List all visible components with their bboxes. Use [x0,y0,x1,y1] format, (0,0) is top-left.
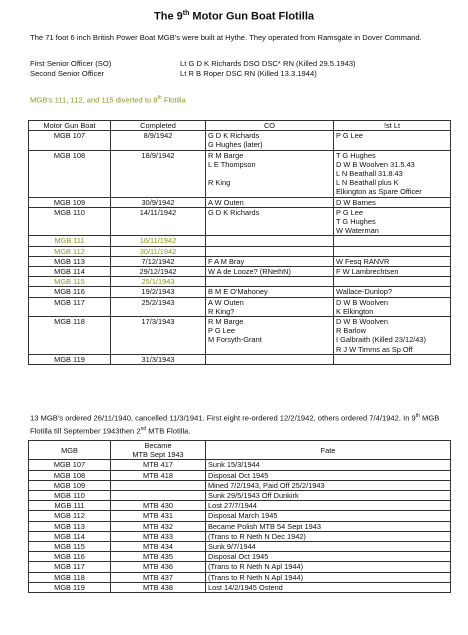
co-cell [206,150,334,197]
fate-table [28,440,451,593]
co-cell-line: L E Thompson [208,159,256,169]
co-cell-line: F A M Bray [208,256,245,266]
first-lt-cell-line: L N Beathall plus K [336,178,399,188]
table-row [29,277,451,287]
fate-cell-line: Sunk 9/7/1944 [208,542,256,552]
mgb-cell-line: MGB 114 [54,531,85,541]
mtb-cell-line [113,491,203,500]
completed-cell-line: 25/1/1943 [141,277,175,287]
mtb-cell [111,511,206,521]
boat-cell-line: MGB 119 [54,354,85,364]
completed-cell-line: 29/12/1942 [139,267,177,277]
co-cell-line: G D K Richards [208,131,260,141]
mtb-cell-line [113,481,203,490]
first-lt-cell [334,246,451,256]
note-sup: nd [140,425,147,432]
table-row [29,552,451,562]
mtb-cell-line: MTB 418 [143,470,173,480]
co-cell [206,354,334,364]
completed-cell [111,267,206,277]
fate-cell-line: (Trans to R Neth N Apl 1944) [208,562,304,572]
boat-cell [29,150,111,197]
fate-cell-line: (Trans to R Neth N Apl 1944) [208,572,304,582]
co-cell [206,287,334,297]
mtb-cell-line: MTB 417 [143,460,173,470]
fate-cell [206,460,451,470]
fate-cell-line: Lost 14/2/1945 Ostend [208,582,283,592]
boat-cell-line: MGB 109 [53,197,86,207]
header-co: CO [206,121,334,131]
boat-cell [29,354,111,364]
mgb-cell [29,531,111,541]
co-cell-line [208,355,331,364]
first-lt-cell [334,354,451,364]
co-cell [206,277,334,287]
first-lt-cell-line: D W Barnes [336,197,376,207]
fate-cell-line: Lost 27/7/1944 [208,501,257,511]
first-lt-cell [334,317,451,355]
header-fate: Fate [206,441,451,460]
co-cell-line: R M Barge [208,150,244,160]
completed-cell-line: 14/11/1942 [139,207,177,217]
mtb-cell [111,562,206,572]
mgb-cell [29,460,111,470]
first-lt-cell-line: Elkington as Spare Officer [336,187,422,197]
co-cell-line: R M Barge [208,317,244,327]
co-cell [206,246,334,256]
boat-cell-line: MGB 112 [54,246,85,256]
table-row [29,572,451,582]
boat-cell-line: MGB 108 [53,150,86,160]
fate-cell-line: Mined 7/2/1943, Paid Off 25/2/1943 [208,480,325,490]
completed-cell [111,150,206,197]
mtb-cell [111,460,206,470]
officer-row [30,69,450,79]
header-first-lt: !st Lt [334,121,451,131]
fate-cell-line: Sunk 29/5/1943 Off Dunkirk [208,491,299,501]
completed-cell-line: 31/3/1943 [141,354,175,364]
first-lt-cell [334,277,451,287]
completed-cell-line: 25/2/1943 [141,297,175,307]
mtb-cell [111,480,206,490]
mgb-cell-line: MGB 119 [54,582,85,592]
first-lt-cell-line [336,247,448,256]
boat-cell-line: MGB 118 [54,317,85,327]
header-mgb: MGB [29,441,111,460]
mtb-cell [111,582,206,592]
boat-cell-line: MGB 114 [54,267,85,277]
mgb-cell [29,480,111,490]
boat-cell-line: MGB 116 [54,287,85,297]
officer-name: Lt R B Roper DSC RN (Killed 13.3.1944) [180,69,317,78]
first-lt-cell [334,256,451,266]
fate-cell [206,562,451,572]
mtb-cell-line: MTB 431 [143,511,173,521]
co-cell-line: M Forsyth-Grant [208,335,262,345]
note-text: 13 MGB's ordered 26/11/1940, cancelled 11/3/1941. First eight re-ordered 12/2/1942, others ordered 7/4/1942. In 9 [30,413,416,423]
officer-role: Second Senior Officer [30,69,105,78]
first-lt-cell-line: R Barlow [336,326,366,336]
first-lt-cell-line: W Fesq RANVR [336,256,390,266]
boats-table-header [29,121,451,131]
first-lt-cell-line: P G Lee [336,207,363,217]
completed-cell [111,256,206,266]
boat-cell [29,277,111,287]
mtb-cell [111,491,206,501]
first-lt-cell [334,236,451,246]
first-lt-cell-line [336,355,448,364]
mtb-cell-line: MTB 435 [143,552,173,562]
fate-cell-line: Disposal March 1945 [208,511,278,521]
first-lt-cell-line: T G Hughes [336,150,376,160]
mgb-cell-line: MGB 115 [54,542,85,552]
co-cell-line: W A de Looze? (RNethN) [208,267,291,277]
fate-cell [206,542,451,552]
mgb-cell-line: MGB 108 [53,470,86,480]
fate-cell [206,552,451,562]
table-row [29,236,451,246]
fate-cell [206,501,451,511]
completed-cell [111,197,206,207]
mtb-cell-line: MTB 430 [143,501,173,511]
co-cell [206,236,334,246]
mgb-cell [29,470,111,480]
mtb-cell-line: MTB 436 [143,562,173,572]
table-row [29,562,451,572]
first-lt-cell-line: K Elkington [336,306,374,316]
boat-cell-line: MGB 111 [54,236,85,246]
table-row [29,501,451,511]
table-row [29,480,451,490]
mtb-cell-line: MTB 432 [143,521,173,531]
page-title [0,10,468,23]
fate-cell [206,531,451,541]
boat-cell [29,287,111,297]
first-lt-cell [334,207,451,236]
senior-officers [30,59,450,79]
officer-name: Lt G D K Richards DSO DSC* RN (Killed 29.5.1943) [180,59,356,68]
boat-cell [29,246,111,256]
boat-cell [29,267,111,277]
fate-cell [206,511,451,521]
note-text-mid: MGB Flotilla till September 1943then 2 [30,413,440,436]
completed-cell-line: 8/9/1942 [143,131,173,141]
completed-cell-line: 18/9/1942 [141,150,175,160]
table-row [29,491,451,501]
co-cell [206,297,334,316]
co-cell [206,197,334,207]
header-completed: Completed [111,121,206,131]
mtb-cell-line: MTB 438 [143,582,173,592]
mgb-cell [29,572,111,582]
diverted-note [30,95,186,105]
mtb-cell [111,501,206,511]
completed-cell [111,277,206,287]
mtb-cell [111,552,206,562]
completed-cell [111,207,206,236]
boats-table [28,120,451,365]
first-lt-cell [334,197,451,207]
mtb-cell [111,531,206,541]
mtb-cell [111,470,206,480]
note-sup: th [415,413,420,419]
first-lt-cell-line: D W B Woolven [336,317,389,327]
mgb-cell-line: MGB 118 [54,572,85,582]
completed-cell [111,287,206,297]
fate-cell [206,480,451,490]
mgb-cell-line: MGB 112 [54,511,85,521]
diverted-text-end: Flotilla [161,95,186,105]
first-lt-cell-line: I Galbraith (Killed 23/12/43) [336,335,426,345]
first-lt-cell [334,287,451,297]
boat-cell [29,197,111,207]
completed-cell [111,297,206,316]
co-cell-line: G Hughes (later) [208,140,263,150]
co-cell [206,256,334,266]
co-cell-line [208,247,331,256]
mgb-cell-line: MGB 116 [54,552,85,562]
co-cell-line: A W Outen [208,297,244,307]
mgb-cell-line: MGB 113 [54,521,85,531]
table-row [29,542,451,552]
mgb-cell-line: MGB 110 [54,491,85,501]
completed-cell-line: 30/9/1942 [141,197,175,207]
first-lt-cell-line: F W Lambrechtsen [336,267,399,277]
mtb-cell [111,572,206,582]
diverted-text: MGB's 111, 112, and 115 diverted to 8 [30,95,158,105]
completed-cell [111,236,206,246]
co-cell-line [208,277,331,286]
boat-cell [29,131,111,150]
mtb-cell [111,542,206,552]
header-became-mtb: Became MTB Sept 1943 [111,441,206,460]
completed-cell-line: 16/11/1942 [139,236,177,246]
first-lt-cell-line: P G Lee [336,131,363,141]
table-row [29,470,451,480]
fate-cell [206,582,451,592]
boat-cell-line: MGB 107 [53,131,86,141]
officer-row [30,59,450,69]
table-row [29,256,451,266]
officer-role: First Senior Officer (SO) [30,59,112,68]
completed-cell [111,131,206,150]
mgb-cell [29,542,111,552]
boat-cell [29,256,111,266]
boat-cell-line: MGB 117 [54,297,85,307]
mgb-cell [29,582,111,592]
table-row [29,267,451,277]
co-cell-line: R King? [208,306,235,316]
first-lt-cell-line: Wallace-Dunlop? [336,287,393,297]
table-row [29,531,451,541]
boat-cell-line: MGB 110 [54,207,85,217]
table-row [29,460,451,470]
co-cell-line [208,236,331,245]
first-lt-cell-line [336,236,448,245]
mgb-cell [29,511,111,521]
table-row [29,354,451,364]
table-row [29,582,451,592]
first-lt-cell-line [336,277,448,286]
co-cell [206,317,334,355]
first-lt-cell-line: D W B Woolven [336,297,389,307]
boat-cell [29,317,111,355]
title-text-end: Motor Gun Boat Flotilla [189,10,314,23]
fate-cell-line: Disposal Oct 1945 [208,552,269,562]
title-text: The 9 [154,10,183,23]
completed-cell [111,354,206,364]
co-cell-line: A W Outen [208,197,244,207]
mgb-cell-line: MGB 109 [53,480,86,490]
co-cell [206,267,334,277]
co-cell-line: G D K Richards [208,207,260,217]
table-row [29,197,451,207]
first-lt-cell-line: R J W Timms as Sp Off [336,344,413,354]
table-row [29,131,451,150]
boat-cell [29,207,111,236]
fate-cell-line: Became Polish MTB 54 Sept 1943 [208,521,321,531]
mtb-cell-line: MTB 433 [143,531,173,541]
table-row [29,287,451,297]
header-motor-gun-boat: Motor Gun Boat [29,121,111,131]
mgb-cell [29,562,111,572]
mgb-cell-line: MGB 117 [54,562,85,572]
mtb-cell [111,521,206,531]
co-cell [206,207,334,236]
order-note [30,411,450,436]
mgb-cell-line: MGB 107 [53,460,86,470]
mgb-cell [29,491,111,501]
co-cell [206,131,334,150]
completed-cell-line: 19/2/1943 [141,287,175,297]
fate-table-header [29,441,451,460]
fate-cell-line: Disposal Oct 1945 [208,470,269,480]
diverted-sup: th [157,95,162,101]
table-row [29,207,451,236]
co-cell-line: B M E O'Mahoney [208,287,268,297]
fate-cell [206,491,451,501]
mtb-cell-line: MTB 437 [143,572,173,582]
boat-cell [29,297,111,316]
fate-cell-line: Sunk 15/3/1944 [208,460,260,470]
completed-cell-line: 17/3/1943 [141,317,175,327]
completed-cell [111,246,206,256]
mgb-cell [29,521,111,531]
mgb-cell [29,501,111,511]
table-row [29,511,451,521]
completed-cell-line: 7/12/1942 [141,256,175,266]
table-row [29,317,451,355]
first-lt-cell-line: T G Hughes [336,217,376,227]
first-lt-cell [334,267,451,277]
boat-cell-line: MGB 115 [54,277,85,287]
table-row [29,521,451,531]
first-lt-cell-line: D W B Woolven 31.5.43 [336,159,415,169]
intro-paragraph: The 71 foot 6 inch British Power Boat MGB's were built at Hythe. They operated from Ramsgate in Dover Command. [30,33,422,42]
mtb-cell-line: MTB 434 [143,542,173,552]
co-cell-line [208,169,331,178]
fate-cell [206,572,451,582]
first-lt-cell [334,297,451,316]
first-lt-cell-line: W Waterman [336,226,379,236]
boat-cell-line: MGB 113 [54,256,85,266]
mgb-cell [29,552,111,562]
boat-cell [29,236,111,246]
title-sup: th [182,10,190,17]
note-text-end: MTB Flotilla. [146,426,191,436]
table-row [29,246,451,256]
first-lt-cell [334,150,451,197]
table-row [29,297,451,316]
first-lt-cell-line: L N Beathall 31.8.43 [336,169,403,179]
table-row [29,150,451,197]
co-cell-line: R King [208,178,231,188]
fate-cell [206,521,451,531]
completed-cell-line: 30/11/1942 [139,246,177,256]
first-lt-cell [334,131,451,150]
completed-cell [111,317,206,355]
fate-cell-line: (Trans to R Neth N Dec 1942) [208,531,306,541]
co-cell-line: P G Lee [208,326,235,336]
fate-cell [206,470,451,480]
mgb-cell-line: MGB 111 [54,501,85,511]
